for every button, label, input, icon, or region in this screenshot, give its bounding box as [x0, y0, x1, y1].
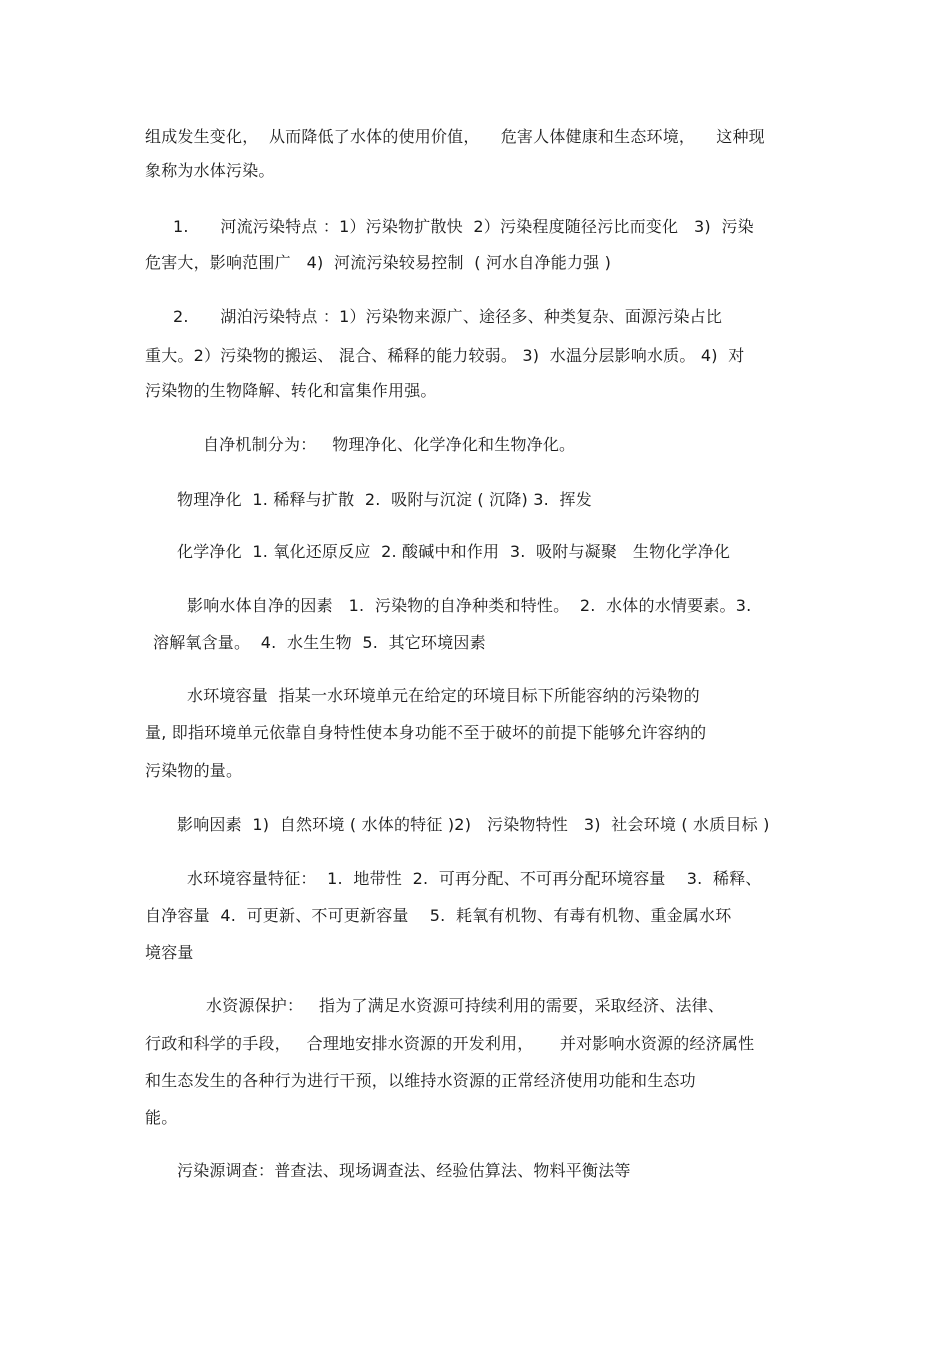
text-line: 量, 即指环境单元依靠自身特性使本身功能不至于破坏的前提下能够允许容纳的: [145, 723, 707, 742]
text-line: 水环境容量 指某一水环境单元在给定的环境目标下所能容纳的污染物的: [187, 686, 700, 705]
text-line: 水环境容量特征： 1. 地带性 2. 可再分配、不可再分配环境容量 3. 稀释、: [187, 869, 762, 888]
text-line: 象称为水体污染。: [145, 161, 275, 180]
text-line: 影响因素 1) 自然环境 ( 水体的特征 )2) 污染物特性 3) 社会环境 ( 水质目标 ): [177, 815, 770, 834]
text-line: 危害大，影响范围广 4) 河流污染较易控制 ( 河水自净能力强 ): [145, 253, 612, 272]
text-line: 污染物的生物降解、转化和富集作用强。: [145, 381, 437, 400]
text-line: 行政和科学的手段， 合理地安排水资源的开发利用， 并对影响水资源的经济属性: [145, 1034, 755, 1053]
text-line: 自净容量 4. 可更新、不可更新容量 5. 耗氧有机物、有毒有机物、重金属水环: [145, 906, 732, 925]
text-line: 污染源调查：普查法、现场调查法、经验估算法、物料平衡法等: [177, 1161, 631, 1180]
text-line: 境容量: [145, 943, 194, 962]
text-line: 影响水体自净的因素 1. 污染物的自净种类和特性。 2. 水体的水情要素。3.: [187, 596, 752, 615]
text-line: 物理净化 1. 稀释与扩散 2. 吸附与沉淀 ( 沉降) 3. 挥发: [177, 490, 592, 509]
text-line: 自净机制分为： 物理净化、化学净化和生物净化。: [203, 435, 576, 454]
text-line: 能。: [145, 1108, 178, 1127]
text-line: 水资源保护： 指为了满足水资源可持续利用的需要，采取经济、法律、: [206, 996, 725, 1015]
text-line: 和生态发生的各种行为进行干预，以维持水资源的正常经济使用功能和生态功: [145, 1071, 696, 1090]
text-line: 2. 湖泊污染特点 ：1）污染物来源广、途径多、种类复杂、面源污染占比: [173, 307, 723, 326]
text-line: 化学净化 1. 氧化还原反应 2. 酸碱中和作用 3. 吸附与凝聚 生物化学净化: [177, 542, 731, 561]
text-line: 重大。2）污染物的搬运、 混合、稀释的能力较弱。 3) 水温分层影响水质。 4) 对: [145, 346, 745, 365]
text-line: 1. 河流污染特点 ：1）污染物扩散快 2）污染程度随径污比而变化 3) 污染: [173, 217, 754, 236]
text-line: 污染物的量。: [145, 761, 243, 780]
text-line: 组成发生变化， 从而降低了水体的使用价值， 危害人体健康和生态环境， 这种现: [145, 127, 765, 146]
text-line: 溶解氧含量。 4. 水生生物 5. 其它环境因素: [153, 633, 486, 652]
